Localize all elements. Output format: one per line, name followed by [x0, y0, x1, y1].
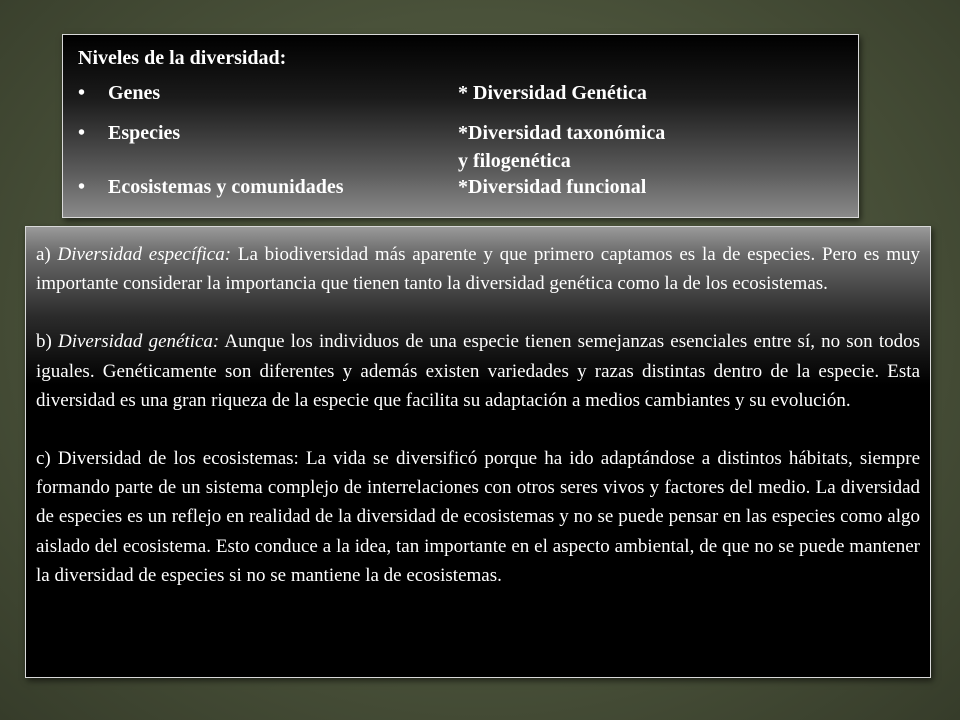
paragraph-specific-diversity: [36, 240, 920, 298]
paragraph-label: Diversidad genética:: [57, 331, 220, 353]
paragraph-label: Diversidad específica:: [57, 244, 232, 265]
paragraph-prefix: b): [36, 331, 58, 353]
paragraph-genetic-diversity: [36, 327, 920, 415]
paragraph-text: Aunque los individuos de una especie tienen semejanzas esenciales entre sí, no son todos iguales. Genéticamente son diferentes y además existen variedades y razas distintas dentro de la especie. Esta diversidad es una gran riqueza de la especie que facilita su adaptación a medios cambiantes y su evolución.: [36, 331, 920, 411]
paragraph-prefix: a): [36, 244, 58, 265]
level-term: Genes: [108, 82, 161, 104]
level-description: * Diversidad Genética: [458, 82, 647, 104]
paragraph-ecosystem-diversity: c) Diversidad de los ecosistemas: La vida se diversificó porque ha ido adaptándose a distintos hábitats, siempre formando parte de un sistema complejo de interrelaciones con otros seres vivos y factores del medio. La diversidad de especies es un reflejo en realidad de la diversidad de ecosistemas y no se puede pensar en las especies como algo aislado del ecosistema. Esto conduce a la idea, tan importante en el aspecto ambiental, de que no se puede mantener la diversidad de especies si no se mantiene la de ecosistemas.: [36, 448, 920, 586]
level-description: *Diversidad funcional: [458, 176, 647, 198]
level-description-line1: *Diversidad taxonómica: [458, 122, 666, 144]
paragraph-text: La biodiversidad más aparente y que primero captamos es la de especies. Pero es muy importante considerar la importancia que tienen tanto la diversidad genética como la de los ecosistemas.: [36, 244, 920, 295]
level-description: [458, 119, 665, 175]
bullet-icon: •: [78, 82, 86, 104]
level-term: Ecosistemas y comunidades: [108, 176, 344, 198]
bullet-icon: •: [78, 122, 86, 144]
bullet-icon: •: [78, 176, 86, 198]
diversity-levels-box: [62, 34, 859, 218]
diversity-explanation-box: [25, 226, 931, 678]
level-term: Especies: [108, 122, 181, 144]
level-description-line2: y filogenética: [458, 150, 571, 172]
levels-title: Niveles de la diversidad:: [78, 47, 287, 69]
